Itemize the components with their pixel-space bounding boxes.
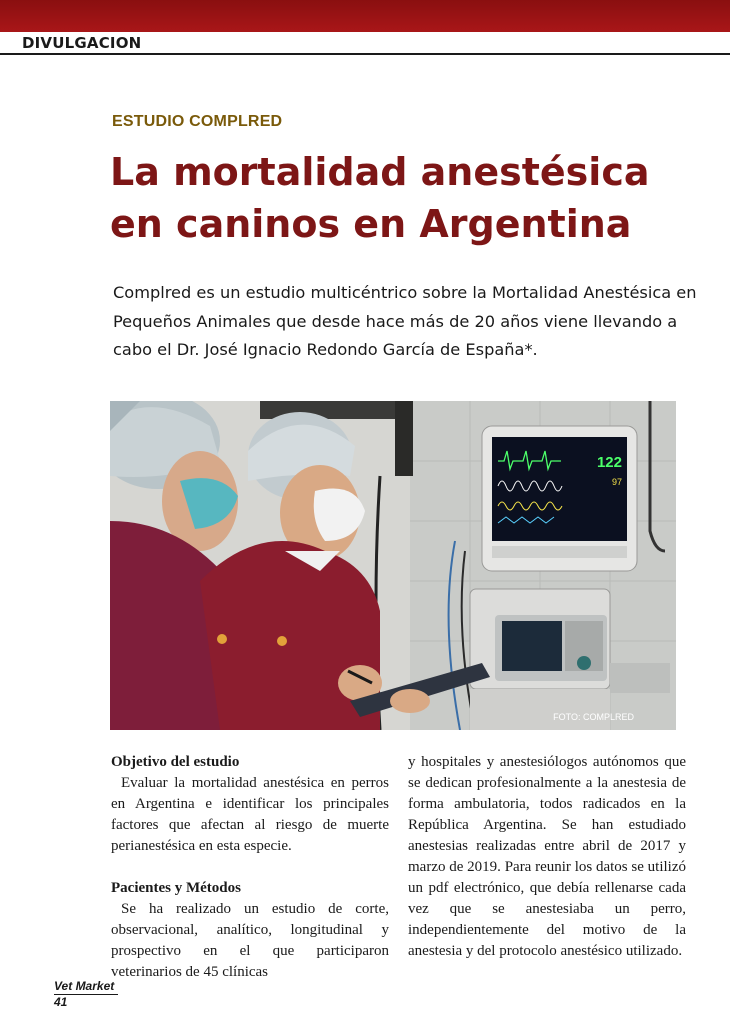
body-column-left [111, 752, 389, 983]
section-text-methods-continued: y hospitales y anestesiólogos autónomos que se dedican profesionalmente a la anestesia de forma ambulatoria, todos radicados en la República Argentina. Se han estudiado anestesias realizadas entre abril de 2017 y marzo de 2019. Para reunir los datos se utilizó un pdf electrónico, que debía rellenarse cada vez que se anestesiaba un perro, independientemente del motivo de la anestesia y del protocolo anestésico utilizado. [408, 754, 686, 959]
article-photo [110, 401, 676, 730]
monitor-heart-rate: 122 [596, 454, 622, 471]
section-label-strip [0, 32, 730, 54]
article-lead: Complred es un estudio multicéntrico sobre la Mortalidad Anestésica en Pequeños Animales que desde hace más de 20 años viene llevando a cabo el Dr. José Ignacio Redondo García de España*. [113, 283, 697, 359]
page-number: 41 [54, 995, 68, 1009]
article-title-line-1: La mortalidad anestésica [110, 150, 650, 194]
body-column-right [408, 752, 686, 962]
article-title-line-2: en caninos en Argentina [110, 202, 632, 246]
section-heading-objective: Objetivo del estudio [111, 754, 240, 770]
footer-brand: Vet Market [54, 979, 115, 993]
operating-room-illustration [110, 401, 676, 730]
article-kicker: ESTUDIO COMPLRED [112, 113, 283, 130]
article-title [110, 146, 710, 250]
section-label: DIVULGACION [22, 34, 142, 52]
section-text-methods: Se ha realizado un estudio de corte, observacional, analítico, longitudinal y prospectivo en el que participaron veterinarios de 45 clínicas [111, 901, 389, 980]
section-heading-methods: Pacientes y Métodos [111, 880, 241, 896]
photo-credit: FOTO: COMPLRED [553, 712, 634, 722]
section-text-objective: Evaluar la mortalidad anestésica en perros en Argentina e identificar los principales factores que afectan al riesgo de muerte perianestésica en esta especie. [111, 775, 389, 854]
monitor-spo2: 97 [611, 477, 622, 487]
header-divider [0, 53, 730, 55]
